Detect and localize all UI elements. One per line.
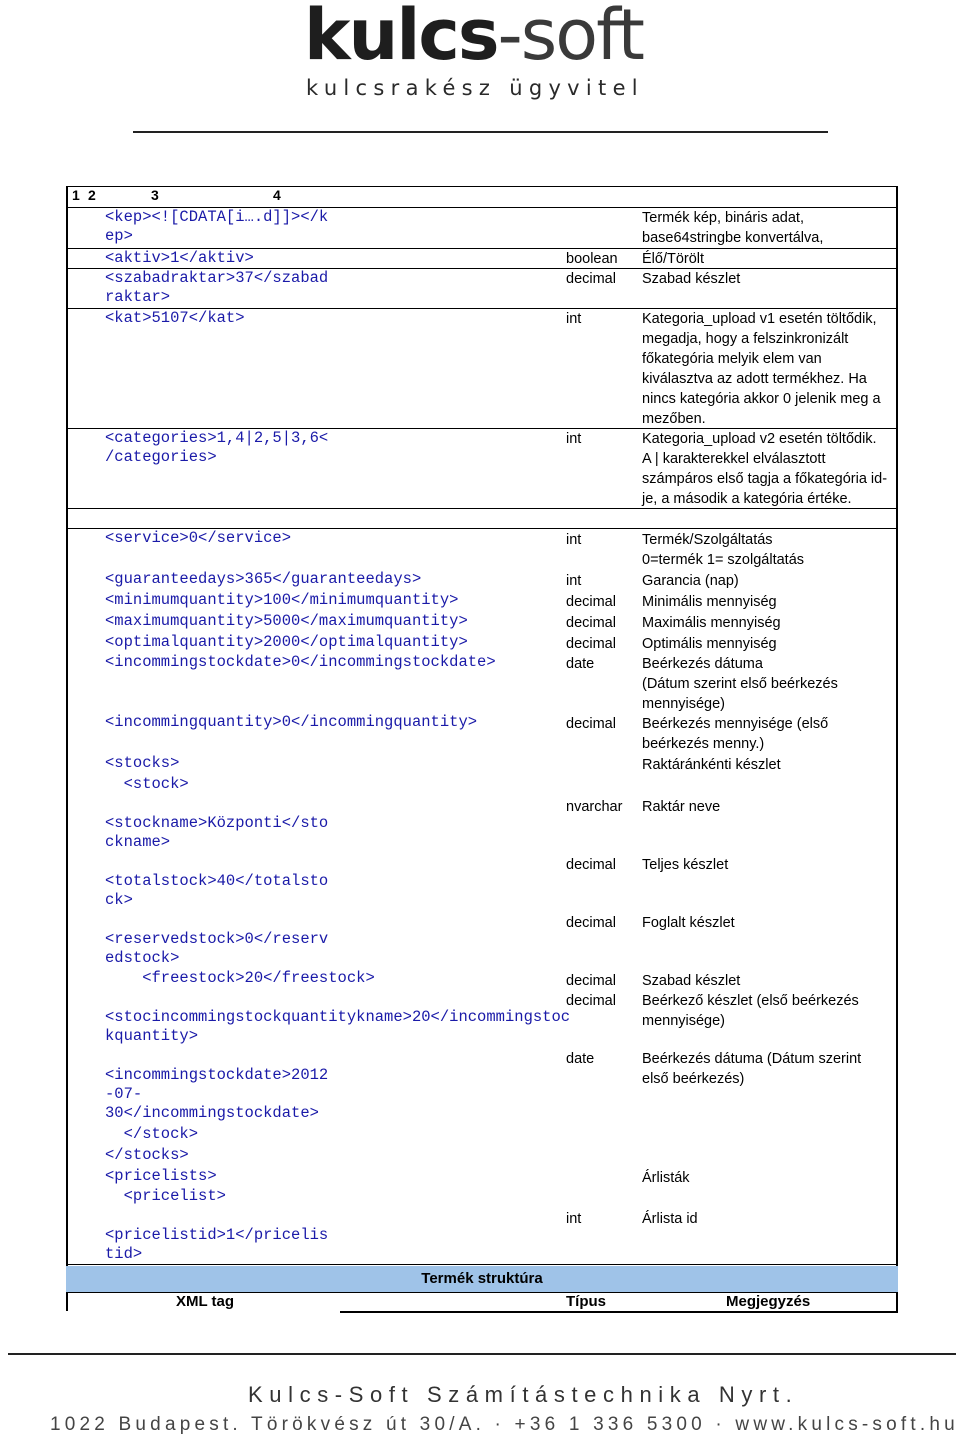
note-stock-incommingstockdate: Beérkezés dátuma (Dátum szerint első beérkezés) <box>642 1051 862 1087</box>
type-kat: int <box>566 311 582 327</box>
type-stockname: nvarchar <box>566 799 623 815</box>
type-stock-incommingstockdate: date <box>566 1051 595 1067</box>
xml-tag-totalstock: <totalstock>40</totalsto ck> <box>105 872 329 909</box>
xml-tag-optimalquantity: <optimalquantity>2000</optimalquantity> <box>105 633 468 651</box>
xml-tag-stock-close: </stock> <box>105 1125 199 1143</box>
note-maximumquantity: Maximális mennyiség <box>642 615 781 631</box>
note-freestock: Szabad készlet <box>642 973 741 989</box>
note-service: Termék/Szolgáltatás 0=termék 1= szolgáltatás <box>642 532 805 568</box>
xml-tag-stocks: <stocks> <box>105 754 180 772</box>
type-aktiv: boolean <box>566 251 618 267</box>
logo-tagline: kulcsrakész ügyvitel <box>306 76 644 100</box>
type-guaranteedays: int <box>566 573 582 589</box>
xml-tag-pricelists: <pricelists> <box>105 1167 217 1185</box>
column-header-xml: XML tag <box>176 1293 235 1310</box>
xml-tag-freestock: <freestock>20</freestock> <box>105 969 375 987</box>
type-incommingquantity: decimal <box>566 716 616 732</box>
xml-tag-stock-open: <stock> <box>105 775 189 793</box>
xml-tag-service: <service>0</service> <box>105 529 292 547</box>
note-stocks: Raktáránkénti készlet <box>642 757 781 773</box>
logo-brand-light: -soft <box>497 0 643 76</box>
table-border-top <box>66 186 898 187</box>
type-reservedstock: decimal <box>566 915 616 931</box>
xml-tag-incommingstockdate: <incommingstockdate>0</incommingstockdate> <box>105 653 496 671</box>
xml-tag-pricelist-open: <pricelist> <box>105 1187 226 1205</box>
type-stocincomming: decimal <box>566 993 616 1009</box>
xml-tag-pricelistid: <pricelistid>1</pricelis tid> <box>105 1226 329 1263</box>
note-pricelistid: Árlista id <box>642 1211 698 1227</box>
type-incommingstockdate: date <box>566 656 595 672</box>
company-logo <box>300 0 660 110</box>
note-pricelists: Árlisták <box>642 1170 690 1186</box>
note-szabadraktar: Szabad készlet <box>642 271 741 287</box>
note-stocincomming: Beérkező készlet (első beérkezés mennyisége) <box>642 993 859 1029</box>
footer-company: Kulcs-Soft Számítástechnika Nyrt. <box>248 1382 799 1407</box>
xml-tag-kat: <kat>5107</kat> <box>105 309 245 327</box>
xml-tag-stocks-close: </stocks> <box>105 1146 189 1164</box>
note-kep: Termék kép, bináris adat, base64stringbe konvertálva, <box>642 210 824 246</box>
note-kat: Kategoria_upload v1 esetén töltődik, megadja, hogy a felszinkronizált főkategória melyik elem van kiválasztva az adott termékhez. Ha nincs kategória akkor 0 jelenik meg a mezőben. <box>642 311 881 427</box>
column-header-note: Megjegyzés <box>726 1293 811 1310</box>
table-title-band <box>66 1266 898 1292</box>
table-border-right <box>896 186 898 1311</box>
note-totalstock: Teljes készlet <box>642 857 729 873</box>
type-categories: int <box>566 431 582 447</box>
xml-tag-guaranteedays: <guaranteedays>365</guaranteedays> <box>105 570 422 588</box>
note-aktiv: Élő/Törölt <box>642 251 705 267</box>
type-freestock: decimal <box>566 973 616 989</box>
type-totalstock: decimal <box>566 857 616 873</box>
xml-tag-stockname: <stockname>Központi</sto ckname> <box>105 814 329 851</box>
xml-tag-maximumquantity: <maximumquantity>5000</maximumquantity> <box>105 612 468 630</box>
xml-tag-stocincomming: <stocincommingstockquantitykname>20</incommingstoc kquantity> <box>105 1008 571 1045</box>
column-number: 4 <box>273 187 281 203</box>
xml-tag-categories: <categories>1,4|2,5|3,6< /categories> <box>105 429 329 466</box>
column-number: 2 <box>88 187 96 203</box>
header-divider <box>133 131 828 133</box>
type-minimumquantity: decimal <box>566 594 616 610</box>
xml-tag-stock-incommingstockdate: <incommingstockdate>2012 -07- 30</incommingstockdate> <box>105 1066 329 1122</box>
xml-tag-szabadraktar: <szabadraktar>37</szabad raktar> <box>105 269 329 306</box>
footer-divider <box>8 1353 956 1355</box>
type-pricelistid: int <box>566 1211 582 1227</box>
column-number: 3 <box>151 187 159 203</box>
column-header-type: Típus <box>566 1293 606 1310</box>
type-maximumquantity: decimal <box>566 615 616 631</box>
note-categories: Kategoria_upload v2 esetén töltődik. A | karakterekkel elválasztott számpáros első tagja a főkategória id- je, a második a kategória értéke. <box>642 431 888 507</box>
footer-address: 1022 Budapest. Törökvész út 30/A. · +36 1 336 5300 · www.kulcs-soft.hu <box>50 1414 959 1435</box>
table-border-left <box>66 186 68 1311</box>
xml-tag-incommingquantity: <incommingquantity>0</incommingquantity> <box>105 713 478 731</box>
note-stockname: Raktár neve <box>642 799 721 815</box>
column-number: 1 <box>72 187 80 203</box>
xml-tag-aktiv: <aktiv>1</aktiv> <box>105 249 254 267</box>
row-divider <box>66 1264 898 1265</box>
note-reservedstock: Foglalt készlet <box>642 915 735 931</box>
table-title: Termék struktúra <box>421 1270 543 1287</box>
table-border-bottom <box>340 1311 898 1313</box>
xml-tag-minimumquantity: <minimumquantity>100</minimumquantity> <box>105 591 459 609</box>
note-incommingquantity: Beérkezés mennyisége (első beérkezés menny.) <box>642 716 829 752</box>
logo-wordmark <box>304 0 643 76</box>
type-optimalquantity: decimal <box>566 636 616 652</box>
type-service: int <box>566 532 582 548</box>
note-incommingstockdate: Beérkezés dátuma (Dátum szerint első beérkezés mennyisége) <box>642 656 838 712</box>
note-minimumquantity: Minimális mennyiség <box>642 594 777 610</box>
xml-tag-reservedstock: <reservedstock>0</reserv edstock> <box>105 930 329 967</box>
type-szabadraktar: decimal <box>566 271 616 287</box>
note-guaranteedays: Garancia (nap) <box>642 573 739 589</box>
xml-tag-kep: <kep><![CDATA[i….d]]></k ep> <box>105 208 329 245</box>
note-optimalquantity: Optimális mennyiség <box>642 636 777 652</box>
logo-brand-bold: kulcs <box>304 0 498 76</box>
